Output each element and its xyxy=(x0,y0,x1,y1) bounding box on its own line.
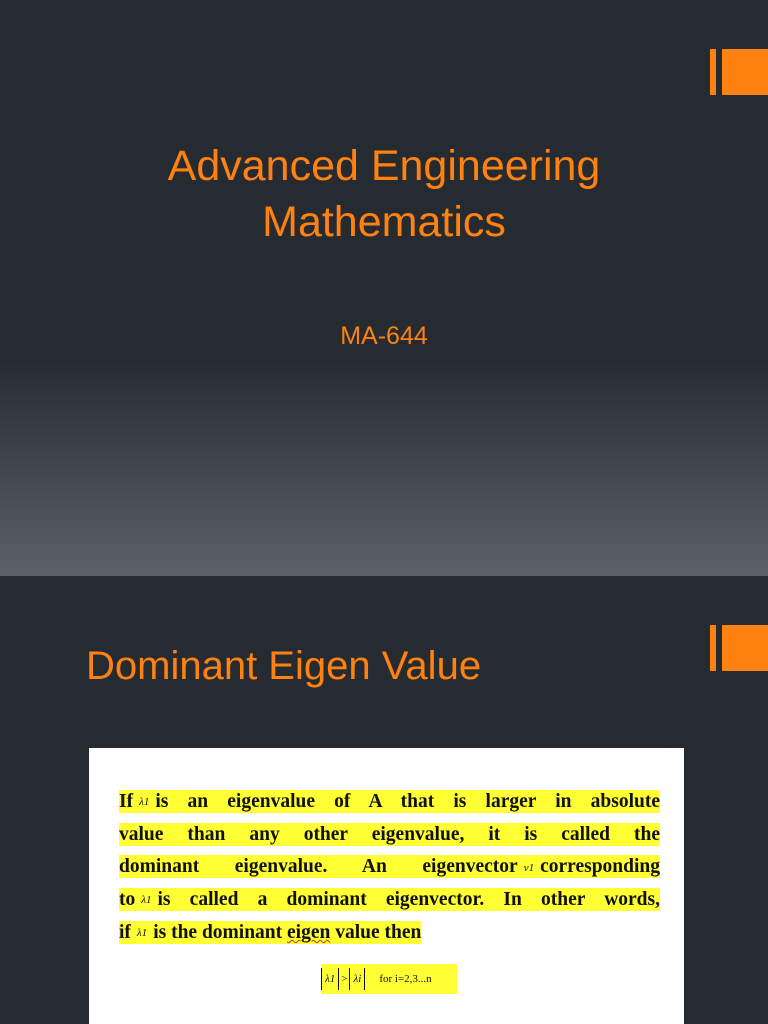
text-fragment: corresponding xyxy=(540,856,660,878)
course-code: MA-644 xyxy=(340,322,428,350)
lambda-symbol: λ1 xyxy=(139,796,150,809)
slide-dominant-eigenvalue xyxy=(0,576,768,1024)
text-fragment: dominant eigenvalue. An eigenvector xyxy=(119,856,518,878)
definition-line-5 xyxy=(119,917,660,950)
text-fragment: is called a dominant eigenvector. In other words, xyxy=(157,889,660,911)
text-fragment: to xyxy=(119,889,136,911)
formula-operator: > xyxy=(341,973,348,985)
formula-condition: for i=2,3...n xyxy=(379,973,432,985)
definition-line-1 xyxy=(119,786,660,819)
accent-decoration xyxy=(710,49,768,95)
accent-bar xyxy=(710,49,716,95)
slide-heading: Dominant Eigen Value xyxy=(86,644,482,688)
text-fragment: if xyxy=(119,921,131,943)
text-fragment: is the dominant xyxy=(153,921,283,943)
presentation-title xyxy=(0,138,768,250)
accent-decoration xyxy=(710,625,768,671)
dominance-formula xyxy=(321,964,457,994)
title-line-2: Mathematics xyxy=(262,198,506,246)
text-fragment: is an eigenvalue of A that is larger in absolute xyxy=(155,791,660,812)
text-fragment: If xyxy=(119,791,134,812)
definition-line-2 xyxy=(119,819,660,852)
text-fragment: value then xyxy=(335,921,422,943)
formula-lhs: λ1 xyxy=(321,968,339,990)
definition-image xyxy=(89,748,684,1024)
v-symbol: v1 xyxy=(523,861,535,874)
title-line-1: Advanced Engineering xyxy=(167,142,601,190)
accent-bar xyxy=(710,625,716,671)
accent-block xyxy=(722,49,768,95)
formula-rhs: λi xyxy=(349,968,365,990)
text-fragment: value than any other eigenvalue, it is called the xyxy=(119,823,660,845)
spellcheck-word: eigen xyxy=(287,921,331,943)
lambda-symbol: λ1 xyxy=(141,894,152,907)
definition-text xyxy=(119,786,660,950)
definition-line-3 xyxy=(119,851,660,884)
accent-block xyxy=(722,625,768,671)
definition-line-4 xyxy=(119,884,660,917)
lambda-symbol: λ1 xyxy=(136,927,148,940)
